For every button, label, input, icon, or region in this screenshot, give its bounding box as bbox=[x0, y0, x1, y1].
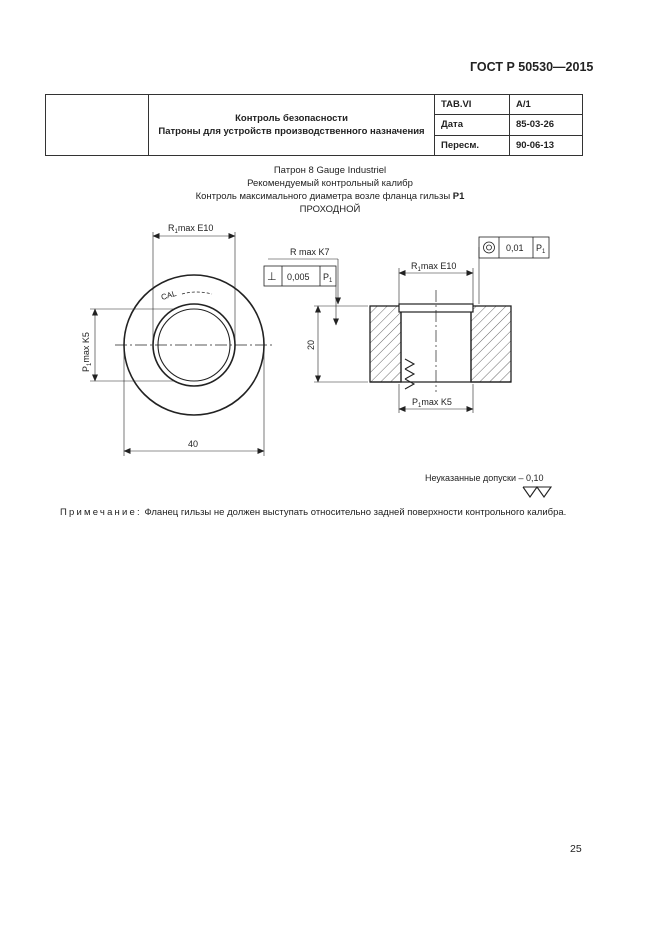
bottom-dim-label: 40 bbox=[188, 439, 199, 449]
tolerance-note: Неуказанные допуски – 0,10 bbox=[425, 473, 544, 483]
note-text: Фланец гильзы не должен выступать относительно задней поверхности контрольного калибра. bbox=[144, 507, 567, 518]
general-roughness-icon bbox=[523, 487, 551, 497]
caption-line-2: Рекомендуемый контрольный калибр bbox=[247, 178, 413, 189]
left-wall-section bbox=[370, 306, 401, 382]
revised-label: Пересм. bbox=[435, 135, 510, 155]
height-dim-label: 20 bbox=[306, 339, 316, 350]
left-vert-dim-label: $P_1\max$ K5 bbox=[81, 332, 93, 372]
cal-marking: CAL bbox=[160, 288, 178, 302]
title-line-1: Контроль безопасности bbox=[235, 113, 348, 124]
right-top-dim-label: $R_1\max$ E10 bbox=[411, 261, 457, 273]
conc-ref: $P_1$ bbox=[536, 243, 546, 255]
perp-value: 0,005 bbox=[287, 272, 310, 282]
front-view bbox=[81, 223, 272, 456]
note-label: Примечание: bbox=[60, 507, 142, 518]
table-label: TAB.VI bbox=[435, 95, 510, 115]
table-value: A/1 bbox=[510, 95, 583, 115]
section-view bbox=[264, 237, 549, 413]
conc-value: 0,01 bbox=[506, 243, 524, 253]
left-top-dim-label: $R_1\max$ E10 bbox=[168, 223, 214, 235]
title-line-2: Патроны для устройств производственного назначения bbox=[158, 126, 425, 137]
r-max-label: R max K7 bbox=[290, 247, 330, 257]
caption-line-3-bold: P1 bbox=[452, 191, 465, 202]
cal-arc bbox=[182, 292, 212, 294]
standard-number: ГОСТ Р 50530—2015 bbox=[470, 60, 594, 74]
page-number: 25 bbox=[570, 843, 582, 855]
caption-line-1: Патрон 8 Gauge Industriel bbox=[273, 165, 387, 176]
caption-line-3-text: Контроль максимального диаметра возле фланца гильзы bbox=[195, 191, 451, 202]
right-wall-section bbox=[471, 306, 511, 382]
date-label: Дата bbox=[435, 115, 510, 135]
note bbox=[60, 506, 584, 520]
caption-line-4: ПРОХОДНОЙ bbox=[299, 204, 361, 215]
roughness-icon bbox=[405, 359, 414, 389]
perp-ref: $P_1$ bbox=[323, 272, 333, 284]
date-value: 85-03-26 bbox=[510, 115, 583, 135]
right-bottom-dim-label: $P_1\max$ K5 bbox=[412, 397, 452, 409]
revised-value: 90-06-13 bbox=[510, 135, 583, 155]
perpendicularity-icon: ⊥ bbox=[267, 271, 277, 283]
